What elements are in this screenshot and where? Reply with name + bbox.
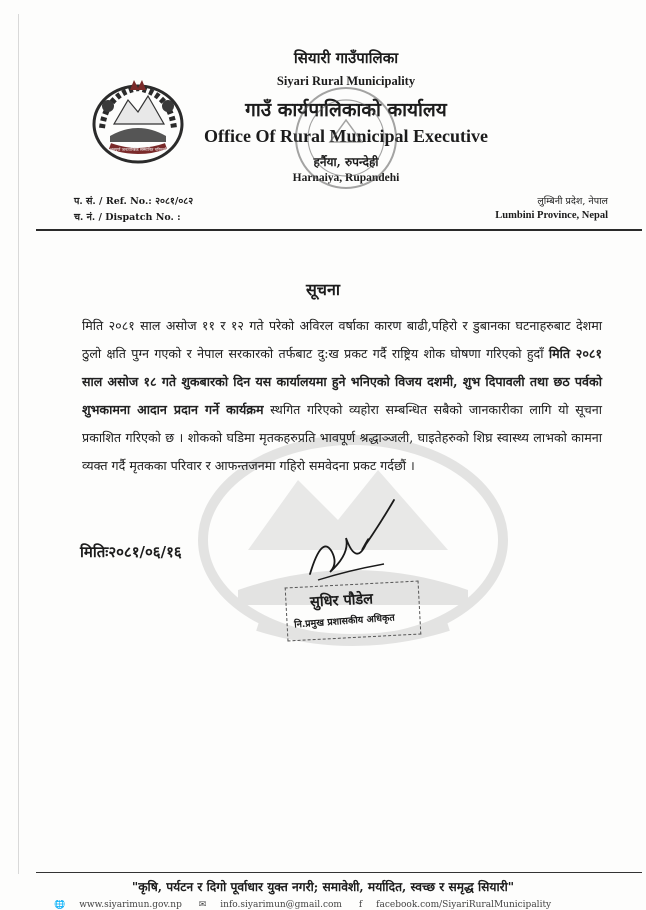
svg-text:अन्नपूर्ण जनतान्त्रिक सम्मानित: अन्नपूर्ण जनतान्त्रिक सम्मानित गरिएको xyxy=(109,147,167,152)
nepal-emblem-icon xyxy=(84,76,192,168)
footer-facebook[interactable]: facebook.com/SiyariRuralMunicipality xyxy=(376,900,552,910)
footer-contacts xyxy=(54,900,644,910)
signatory-title: नि.प्रमुख प्रशासकीय अधिकृत xyxy=(293,612,396,631)
notice-date: मितिः२०८१/०६/१६ xyxy=(80,543,182,561)
facebook-icon: f xyxy=(358,900,363,910)
footer-email[interactable]: info.siyarimun@gmail.com xyxy=(220,900,342,910)
reference-value: २०८१/०८२ xyxy=(155,196,194,207)
province-nepali: लुम्बिनी प्रदेश, नेपाल xyxy=(537,196,608,207)
signatory-name: सुधिर पौडेल xyxy=(309,590,374,611)
page-edge xyxy=(18,14,19,874)
notice-body: मिति २०८१ साल असोज ११ र १२ गते परेको अविरल वर्षाका कारण बाढी,पहिरो र डुबानका घटनाहरुबाट देशमा ठुलो क्षति पुग्न गएको र नेपाल सरकारको तर्फबाट दु:ख प्रकट गर्दै राष्ट्रिय शोक घोषणा गरिएको हुदाँ मिति २०८१ साल असोज १८ गते शुकबारको दिन यस कार्यालयमा हुने भनिएको विजय दशमी, शुभ दिपावली तथा छठ पर्वको शुभकामना आदान प्रदान गर्ने कार्यक्रम स्थगित गरिएको व्यहोरा सम्बन्धित सबैको जानकारीका लागि यो सूचना प्रकाशित गरिएको छ । शोकको घडिमा मृतकहरुप्रति भावपूर्ण श्रद्धाञ्जली, घाइतेहरुको शिघ्र स्वास्थ्य लाभको कामना व्यक्त गर्दै मृतकका परिवार र आफन्तजनमा गहिरो समवेदना प्रकट गर्दछौं । xyxy=(82,318,603,473)
province-english: Lumbini Province, Nepal xyxy=(495,210,608,221)
globe-icon: 🌐 xyxy=(54,900,66,910)
dispatch-number: च. नं. / Dispatch No. : xyxy=(74,212,181,223)
municipality-name-nepali: सियारी गाउँपालिका xyxy=(293,49,399,67)
footer-slogan: "कृषि, पर्यटन र दिगो पूर्वाधार युक्त नगरी; समावेशी, मर्यादित, स्वच्छ र समृद्ध सियारी" xyxy=(131,880,515,894)
notice-title: सूचना xyxy=(305,280,340,299)
signature-icon xyxy=(300,494,400,590)
address-english: Harnaiya, Rupandehi xyxy=(292,172,400,184)
notice-body-highlight: मिति २०८१ साल असोज १८ गते शुकबारको दिन यस कार्यालयमा हुने भनिएको विजय दशमी, शुभ दिपावली तथा छठ पर्वको शुभकामना आदान प्रदान गर्ने कार्यक्रम xyxy=(82,346,602,417)
office-name-nepali: गाउँ कार्यपालिकाको कार्यालय xyxy=(245,99,447,121)
address-nepali: हर्नैया, रुपन्देही xyxy=(313,155,379,169)
municipality-name-english: Siyari Rural Municipality xyxy=(276,74,416,88)
office-stamp-icon xyxy=(290,82,402,194)
office-name-english: Office Of Rural Municipal Executive xyxy=(204,126,488,146)
footer-website[interactable]: www.siyarimun.gov.np xyxy=(79,900,182,910)
header-divider xyxy=(36,229,642,231)
reference-number: प. सं. / Ref. No.: २०८१/०८२ xyxy=(74,196,194,207)
footer-divider xyxy=(36,872,642,873)
mail-icon: ✉ xyxy=(198,900,207,910)
